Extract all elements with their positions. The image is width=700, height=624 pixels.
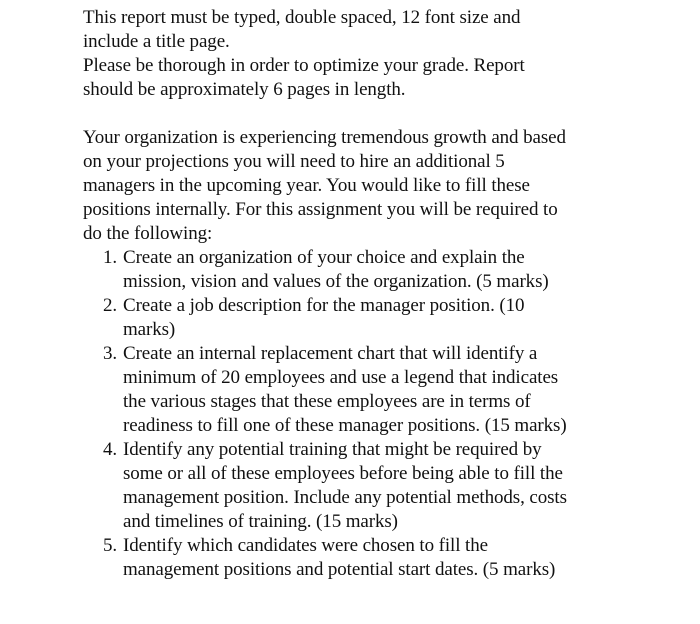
intro-line: This report must be typed, double spaced, 12 font size and	[83, 7, 521, 28]
task-line: some or all of these employees before being able to fill the	[123, 463, 563, 484]
task-line: Identify any potential training that might be required by	[123, 439, 542, 460]
task-line: Create an internal replacement chart that will identify a	[123, 343, 538, 364]
task-item	[83, 438, 643, 534]
task-item	[83, 534, 643, 582]
body-line: on your projections you will need to hire an additional 5	[83, 151, 505, 172]
task-item	[83, 294, 643, 342]
task-line: management position. Include any potential methods, costs	[123, 487, 567, 508]
task-line: mission, vision and values of the organization. (5 marks)	[123, 271, 549, 292]
task-item	[83, 342, 643, 438]
task-line: Create a job description for the manager position. (10	[123, 295, 525, 316]
intro-line: Please be thorough in order to optimize your grade. Report	[83, 55, 525, 76]
intro-line: should be approximately 6 pages in length.	[83, 79, 406, 100]
task-item	[83, 246, 643, 294]
task-number: 1.	[103, 247, 118, 268]
body-line: managers in the upcoming year. You would like to fill these	[83, 175, 530, 196]
paragraph-spacer	[83, 102, 643, 126]
task-line: marks)	[123, 319, 176, 340]
task-line: and timelines of training. (15 marks)	[123, 511, 398, 532]
task-number: 4.	[103, 439, 118, 460]
task-number: 2.	[103, 295, 118, 316]
task-number: 5.	[103, 535, 118, 556]
task-number: 3.	[103, 343, 118, 364]
assignment-document	[83, 6, 643, 582]
task-line: Create an organization of your choice and explain the	[123, 247, 525, 268]
task-list	[83, 246, 643, 582]
task-line: management positions and potential start dates. (5 marks)	[123, 559, 556, 580]
task-line: readiness to fill one of these manager positions. (15 marks)	[123, 415, 567, 436]
task-line: minimum of 20 employees and use a legend that indicates	[123, 367, 559, 388]
intro-line: include a title page.	[83, 31, 230, 52]
task-line: Identify which candidates were chosen to fill the	[123, 535, 488, 556]
task-line: the various stages that these employees are in terms of	[123, 391, 531, 412]
body-line: Your organization is experiencing tremendous growth and based	[83, 127, 566, 148]
body-paragraph	[83, 126, 643, 246]
body-line: positions internally. For this assignment you will be required to	[83, 199, 558, 220]
intro-paragraph	[83, 6, 643, 102]
body-line: do the following:	[83, 223, 213, 244]
